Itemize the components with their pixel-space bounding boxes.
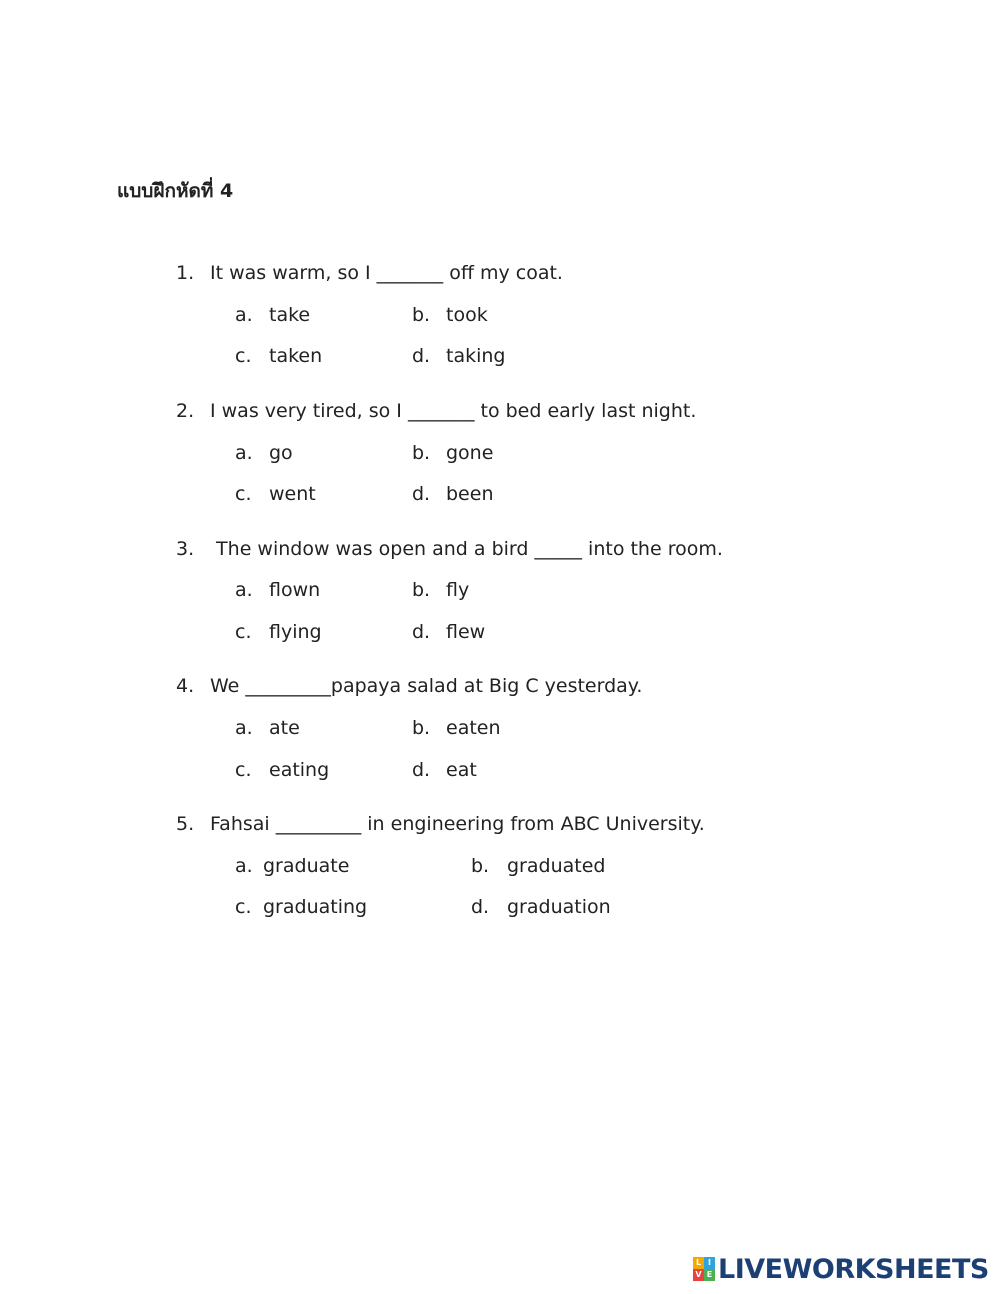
logo-badge-letter: V: [693, 1269, 704, 1281]
option-label: d.: [412, 759, 431, 781]
q1-option-d[interactable]: [412, 343, 505, 369]
option-label: b.: [412, 717, 431, 739]
question-number: 3.: [176, 538, 195, 560]
option-text: went: [269, 483, 316, 505]
option-text: flying: [269, 621, 322, 643]
q4-option-d[interactable]: [412, 757, 477, 783]
q3-option-b[interactable]: [412, 577, 469, 603]
option-label: b.: [471, 855, 490, 877]
q2-option-d[interactable]: [412, 481, 493, 507]
question-number: 5.: [176, 813, 195, 835]
question-prompt: I was very tired, so I _______ to bed early last night.: [210, 400, 697, 422]
question-prompt: We _________papaya salad at Big C yesterday.: [210, 675, 643, 697]
question-5-text: [176, 811, 705, 837]
option-label: c.: [235, 759, 252, 781]
question-3-text: [176, 536, 723, 562]
q4-option-b[interactable]: [412, 715, 501, 741]
q5-option-c[interactable]: [235, 894, 367, 920]
q5-option-b[interactable]: [471, 853, 605, 879]
q1-option-c[interactable]: [235, 343, 322, 369]
option-label: b.: [412, 579, 431, 601]
option-text: eat: [446, 759, 477, 781]
logo-text: LIVEWORKSHEETS: [718, 1253, 989, 1285]
option-label: a.: [235, 855, 253, 877]
q3-option-c[interactable]: [235, 619, 322, 645]
logo-badge-letter: I: [704, 1257, 715, 1269]
option-label: c.: [235, 483, 252, 505]
option-text: gone: [446, 442, 494, 464]
q1-option-a[interactable]: [235, 302, 310, 328]
q4-option-c[interactable]: [235, 757, 329, 783]
option-text: flew: [446, 621, 486, 643]
option-text: took: [446, 304, 488, 326]
option-text: flown: [269, 579, 321, 601]
option-label: a.: [235, 579, 253, 601]
question-number: 2.: [176, 400, 195, 422]
option-label: b.: [412, 442, 431, 464]
q5-option-a[interactable]: [235, 853, 349, 879]
option-text: graduated: [507, 855, 606, 877]
question-2-text: [176, 398, 696, 424]
q2-option-c[interactable]: [235, 481, 316, 507]
question-prompt: It was warm, so I _______ off my coat.: [210, 262, 563, 284]
option-text: taken: [269, 345, 323, 367]
q2-option-b[interactable]: [412, 440, 493, 466]
q3-option-d[interactable]: [412, 619, 485, 645]
option-label: c.: [235, 345, 252, 367]
option-text: ate: [269, 717, 300, 739]
option-text: go: [269, 442, 293, 464]
question-4-text: [176, 673, 642, 699]
option-text: graduation: [507, 896, 611, 918]
question-number: 1.: [176, 262, 195, 284]
option-text: been: [446, 483, 494, 505]
logo-badge-icon: [693, 1257, 715, 1281]
option-label: d.: [412, 345, 431, 367]
question-prompt: Fahsai _________ in engineering from ABC University.: [210, 813, 705, 835]
question-prompt: The window was open and a bird _____ into the room.: [210, 538, 723, 560]
logo-badge-letter: E: [704, 1269, 715, 1281]
option-text: eating: [269, 759, 330, 781]
option-text: graduate: [263, 855, 350, 877]
option-label: d.: [412, 621, 431, 643]
logo-badge-letter: L: [693, 1257, 704, 1269]
option-label: a.: [235, 442, 253, 464]
option-text: take: [269, 304, 311, 326]
q1-option-b[interactable]: [412, 302, 488, 328]
option-text: fly: [446, 579, 470, 601]
q2-option-a[interactable]: [235, 440, 293, 466]
worksheet-title: แบบฝึกหัดที่ 4: [117, 180, 234, 202]
q3-option-a[interactable]: [235, 577, 320, 603]
option-label: d.: [412, 483, 431, 505]
option-label: a.: [235, 304, 253, 326]
option-label: b.: [412, 304, 431, 326]
option-text: taking: [446, 345, 506, 367]
question-1-text: [176, 260, 563, 286]
option-text: eaten: [446, 717, 501, 739]
question-number: 4.: [176, 675, 195, 697]
option-label: c.: [235, 896, 252, 918]
liveworksheets-logo: [693, 1254, 989, 1284]
option-label: d.: [471, 896, 490, 918]
q5-option-d[interactable]: [471, 894, 611, 920]
option-label: a.: [235, 717, 253, 739]
option-label: c.: [235, 621, 252, 643]
q4-option-a[interactable]: [235, 715, 300, 741]
option-text: graduating: [263, 896, 368, 918]
